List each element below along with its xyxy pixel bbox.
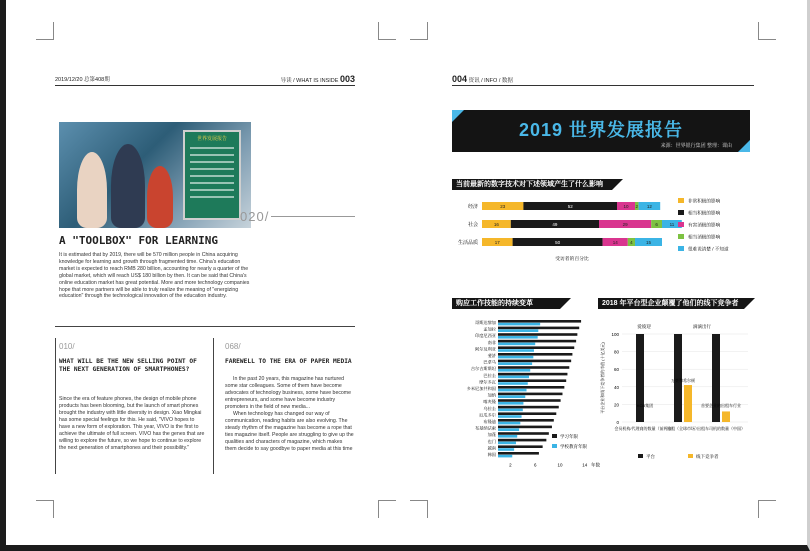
- chart2-bar-series2: [498, 323, 540, 326]
- chart2-bar-series2: [498, 455, 512, 458]
- chart1-stacked-bar: [452, 196, 752, 266]
- chart3-bar-competitor: [722, 411, 730, 422]
- chart2-bar-series2: [498, 389, 527, 392]
- photo-whiteboard: [183, 130, 241, 220]
- chart2-bar-series1: [498, 439, 546, 442]
- chart1-category-label: 社会: [467, 222, 478, 228]
- chart2-bar-series1: [498, 346, 574, 349]
- article-number: 020/: [240, 209, 270, 224]
- col1-rule: [55, 338, 56, 474]
- board-title: 世界发展报告: [196, 136, 227, 142]
- chart2-bar-series1: [498, 386, 564, 389]
- col1-number: 010/: [59, 342, 75, 351]
- chart2-bar-series1: [498, 426, 552, 429]
- chart1-legend-label: 非常积极的影响: [688, 198, 721, 204]
- chart1-data-label: 4: [630, 240, 633, 245]
- right-page: [452, 62, 754, 511]
- col2-rule: [213, 338, 214, 474]
- article-number-rule: [271, 216, 355, 217]
- chart2-bar-series1: [498, 320, 581, 323]
- page-number-right: 004: [452, 73, 468, 84]
- chart2-legend-label: 学习年限: [560, 434, 578, 439]
- chart2-bar-series1: [498, 406, 559, 409]
- crop-mark-top-center-right: [410, 22, 428, 40]
- chart3-annotation: 万豪和希尔顿: [671, 378, 695, 384]
- chart2-bar-series2: [498, 376, 529, 379]
- chart3-legend-swatch: [688, 454, 693, 458]
- column-divider: [55, 326, 355, 327]
- chart2-bar-series2: [498, 349, 534, 352]
- chart1-data-label: 50: [555, 240, 561, 245]
- chart3-legend-label: 平台: [646, 454, 655, 459]
- chart2-bar-series2: [498, 395, 525, 398]
- chart1-data-label: 29: [622, 222, 628, 227]
- issue-date: 2019/12/20 总第408期: [55, 76, 110, 83]
- col2-number: 068/: [225, 342, 241, 351]
- chart2-bar-series1: [498, 366, 569, 369]
- chart2-category-label: 吉尔吉斯斯坦: [470, 366, 496, 372]
- chart1-data-label: 2: [635, 204, 639, 209]
- chart2-bar-series2: [498, 362, 532, 365]
- chart2-tick-label: 2: [509, 462, 512, 468]
- chart2-bar-series2: [498, 409, 523, 412]
- page-number: 003: [339, 73, 355, 84]
- chart2-bar-series2: [498, 356, 533, 359]
- chart3-tick-label: 100: [611, 332, 619, 337]
- chart2-legend-label: 学校教育年限: [560, 444, 587, 449]
- col2-text2: When technology has changed our way of communication, reading habits are also evolving. The steady rhythm of the magazine has become a rope that ties magazine itself. People are struggling to give up the qualities and characters of magazine, which makes them decide to say goodbye to paper media at this time: [225, 411, 354, 452]
- chart2-bar-series2: [498, 422, 520, 425]
- chart1-title: 当前最新的数字技术对下述领域产生了什么影响: [452, 179, 612, 190]
- chart1-data-label: 16: [493, 222, 499, 227]
- chart2-bar-series2: [498, 402, 523, 405]
- right-page-header: [452, 72, 754, 86]
- chart2-category-label: 斐济: [487, 353, 496, 358]
- chart2-category-label: 加蓬: [487, 432, 496, 438]
- chart2-bar-series2: [498, 428, 519, 431]
- chart1-data-label: 11: [669, 222, 675, 227]
- crop-mark-top-right: [758, 22, 776, 40]
- photo-person-man: [111, 144, 145, 228]
- chart1-legend-label: 相当消极的影响: [688, 234, 721, 240]
- chart2-tick-label: 10: [557, 462, 563, 468]
- chart2-tick-label: 6: [533, 462, 537, 468]
- chart2-category-label: 孟加拉: [483, 326, 496, 332]
- chart2-bar: [452, 314, 600, 474]
- chart2-bar-series1: [498, 333, 577, 336]
- chart1-legend-swatch: [678, 222, 684, 227]
- chart1-data-label: 23: [500, 204, 506, 209]
- chart2-bar-series1: [498, 340, 576, 343]
- chart2-axis-suffix: 年数: [591, 462, 600, 468]
- chart3-bar-platform: [636, 334, 644, 422]
- chart2-bar-series2: [498, 448, 514, 451]
- chart3-bar-platform: [712, 334, 720, 422]
- chart2-bar-series2: [498, 382, 528, 385]
- article-photo: [59, 122, 251, 228]
- chart3-category-label: 出租（全球市场）: [667, 426, 699, 431]
- chart2-category-label: 印度尼西亚: [475, 333, 496, 339]
- left-page-header: [55, 72, 355, 86]
- chart2-category-label: 布隆迪: [483, 419, 496, 424]
- chart3-category-label: 会员机构/代理商的数量（前两家）: [614, 426, 676, 431]
- chart2-category-label: 巴拉圭: [483, 372, 496, 378]
- chart2-category-label: 韩国: [487, 452, 496, 457]
- chart1-xlabel: 受访者的百分比: [555, 257, 589, 262]
- chart2-category-label: 多米尼加共和国: [466, 386, 496, 391]
- chart3-tick-label: 60: [613, 367, 619, 373]
- chart1-data-label: 52: [567, 204, 573, 209]
- section-label: [281, 74, 355, 84]
- chart3-annotation: 首要企业的出租车行业: [701, 403, 741, 408]
- chart3-annotation: KCB集团: [636, 403, 654, 408]
- report-title: 2019 世界发展报告: [518, 120, 684, 140]
- chart1-category-label: 生活品质: [457, 240, 478, 246]
- chart2-category-label: 厄瓜多尔: [479, 412, 496, 418]
- chart2-bar-series2: [498, 435, 517, 438]
- crop-mark-top-center-left: [378, 22, 396, 40]
- chart3-tick-label: 40: [613, 384, 619, 390]
- chart3-bar: [598, 314, 754, 474]
- chart2-bar-series1: [498, 432, 549, 435]
- chart2-category-label: 阿尔及利亚: [475, 346, 496, 352]
- chart2-legend-swatch: [552, 434, 557, 438]
- chart1-legend-swatch: [678, 246, 684, 251]
- chart2-legend-swatch: [552, 444, 557, 448]
- photo-person-woman: [77, 152, 107, 228]
- chart1-category-label: 经济: [467, 204, 478, 210]
- chart2-bar-series1: [498, 373, 567, 376]
- chart2-category-label: 摩尔多瓦: [479, 379, 496, 385]
- chart2-bar-series2: [498, 343, 535, 346]
- chart2-bar-series2: [498, 336, 538, 339]
- chart3-tick-label: 20: [613, 402, 619, 408]
- chart3-legend-label: 线下竞争者: [696, 454, 719, 459]
- chart3-bar-competitor: [684, 385, 692, 422]
- chart2-category-label: 南非: [487, 339, 496, 345]
- chart2-bar-series1: [498, 445, 543, 448]
- crop-mark-bottom-center-left: [378, 500, 396, 518]
- chart2-bar-series2: [498, 369, 530, 372]
- chart3-category-label: 出租车司机的数量（中国）: [697, 426, 745, 431]
- chart1-data-label: 49: [552, 222, 558, 227]
- col2-heading: FAREWELL TO THE ERA OF PAPER MEDIA: [225, 358, 352, 365]
- chart2-bar-series1: [498, 327, 579, 330]
- chart1-legend-label: 有害消极的影响: [688, 222, 721, 228]
- chart2-category-label: 布基纳法索: [475, 425, 496, 431]
- chart2-category-label: 喀麦隆: [483, 399, 496, 405]
- chart2-bar-series1: [498, 393, 562, 396]
- chart1-data-label: 15: [645, 240, 652, 245]
- chart2-category-label: 巴拿马: [483, 359, 496, 365]
- chart3-tick-label: 80: [613, 349, 619, 355]
- crop-mark-top-left: [36, 22, 54, 40]
- crop-mark-bottom-center-right: [410, 500, 428, 518]
- chart2-bar-series1: [498, 399, 561, 402]
- chart1-data-label: 12: [646, 204, 652, 209]
- chart2-title: 购应工作技能的持续变革: [452, 298, 560, 309]
- chart2-category-label: 乌拉圭: [483, 405, 496, 411]
- chart1-data-label: 10: [623, 204, 629, 209]
- chart2-tick-label: 14: [582, 462, 588, 468]
- chart2-category-label: 哥斯达黎加: [475, 320, 496, 325]
- chart2-category-label: 也门: [487, 438, 496, 444]
- chart2-bar-series1: [498, 419, 554, 422]
- section-text: 导读 / WHAT IS INSIDE: [280, 77, 339, 84]
- chart1-legend-swatch: [678, 210, 684, 215]
- chart2-category-label: 加纳: [487, 392, 496, 398]
- chart2-bar-series2: [498, 442, 516, 445]
- left-page: [55, 62, 355, 511]
- chart3-group-label: 爱彼迎: [637, 324, 651, 329]
- chart1-data-label: 14: [612, 240, 618, 245]
- chart1-legend-swatch: [678, 234, 684, 239]
- chart3-legend-swatch: [638, 454, 643, 458]
- chart1-data-label: 17: [494, 240, 500, 245]
- chart3-ylabel: 平台企业和线下竞争者的市值 (十亿美元): [600, 342, 605, 414]
- chart1-legend-label: 相当积极的影响: [688, 210, 721, 216]
- chart3-group-label: 滴滴出行: [693, 324, 711, 329]
- crop-mark-bottom-left: [36, 500, 54, 518]
- report-banner: [452, 110, 750, 152]
- col2-text1: In the past 20 years, this magazine has nurtured some star colleagues. Some of them have become advocates of technology business, some have become entrepreneurs, and some have become industry promoters in the field of new media...: [225, 376, 352, 410]
- chart1-legend-label: 很难说清楚 / 不知道: [688, 246, 729, 252]
- chart2-bar-series2: [498, 329, 538, 332]
- photo-person-child: [147, 166, 173, 228]
- chart1-data-label: 6: [655, 222, 658, 227]
- chart2-bar-series1: [498, 379, 566, 382]
- chart3-tick-label: 0: [616, 420, 619, 425]
- chart2-bar-series1: [498, 360, 571, 363]
- article-body: It is estimated that by 2019, there will be 570 million people in China acquiring knowledge for learning and growth through fragmented time. China's education market is expected to reach RMB 280 billion, accounting for nearly a quarter of the global market, which will reach US$ 180 billion by then. It can be said that China's online education market has great potential. More and more technology companies hope that more partners will be able to truly realize the meaning of "energizing education" through the technological innovation of the education industry.: [59, 252, 250, 300]
- section-text-right: 资讯 / INFO / 数据: [468, 77, 513, 84]
- chart2-category-label: 越南: [487, 445, 496, 451]
- chart2-bar-series1: [498, 452, 539, 455]
- chart1-legend-swatch: [678, 198, 684, 203]
- article-headline: A "TOOLBOX" FOR LEARNING: [59, 234, 218, 247]
- header-left: [452, 74, 513, 84]
- chart2-bar-series1: [498, 353, 572, 356]
- chart3-title: 2018 年平台型企业颠覆了他们的线下竞争者: [598, 298, 744, 309]
- report-source: 来源：世界银行集团 整理：课由: [660, 143, 732, 149]
- chart2-bar-series1: [498, 412, 556, 415]
- chart2-bar-series2: [498, 415, 522, 418]
- crop-mark-bottom-right: [758, 500, 776, 518]
- col1-heading: WHAT WILL BE THE NEW SELLING POINT OF THE NEXT GENERATION OF SMARTPHONES?: [59, 358, 197, 373]
- col1-text: Since the era of feature phones, the design of mobile phone products has been blooming, but the launch of smart phones brought the industry with little diversity in design. Xiao Mingkai has some special feelings for this. He said, "VIVO hopes to have a new form of exploration. This year, VIVO is the first to achieve the ultimate of full screen. VIVO has the genes that are willing to explore the future, so we hope to continue to explore the next generation of smartphones and their possibility.": [59, 396, 205, 451]
